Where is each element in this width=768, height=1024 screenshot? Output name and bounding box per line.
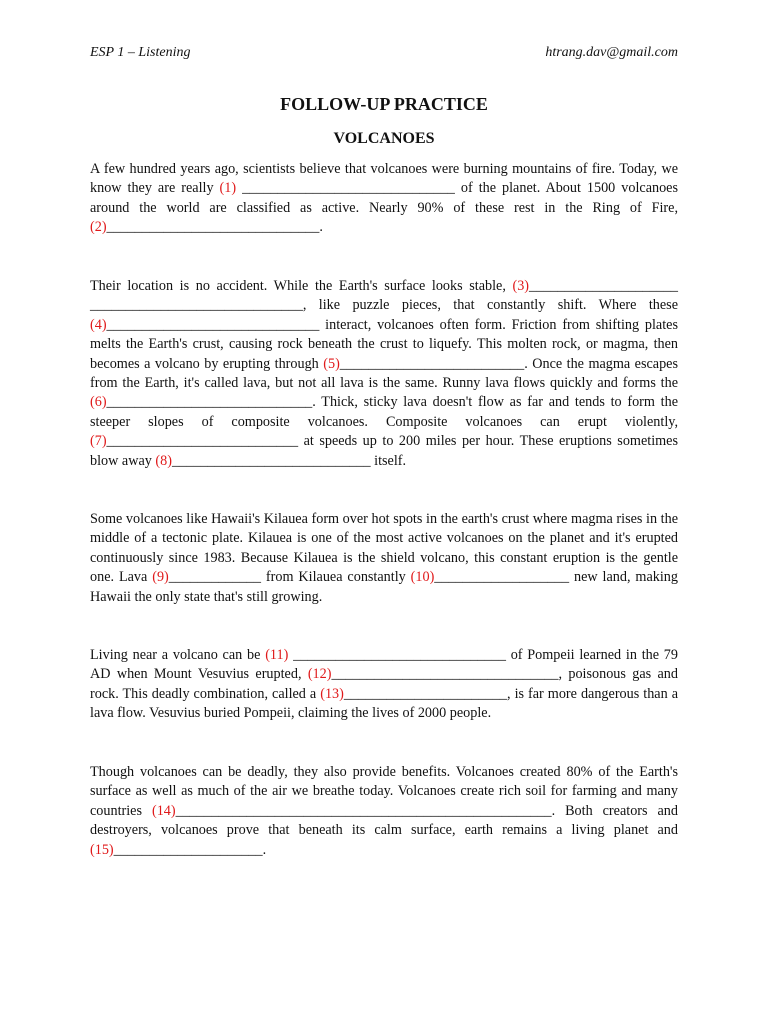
paragraph-text: __________________________. Once the magma escapes from the Earth, it's called lava, but not all lava is the same. Runny lava flows quickly and forms the [90, 355, 678, 392]
paragraph-text: _____________________ ______________________________, like puzzle pieces, that constantly shift. Where these [90, 278, 678, 314]
paragraph-text: A few hundred years ago, scientists believe that volcanoes were burning mountains of fire. Today, we know they are really [90, 161, 678, 197]
blank-number: (3) [512, 278, 530, 294]
paragraph-text: _______________________, is far more dangerous than a lava flow. Vesuvius buried Pompeii, claiming the lives of 2000 people. [90, 685, 678, 722]
blank-number: (15) [90, 841, 114, 858]
blank-number: (14) [151, 802, 176, 819]
paragraph-text: Though volcanoes can be deadly, they also provide benefits. Volcanoes created 80% of the Earth's surface as well as much of the air we breathe today. Volcanoes create rich soil for farming and many countries [90, 764, 678, 819]
paragraph-text: ______________________________ interact, volcanoes often form. Friction from shifting plates melts the Earth's crust, causing rock beneath the crust to liquefy. This molten rock, or magma, then becomes a volcano by erupting through [90, 316, 678, 372]
paragraph-text: ____________________________ itself. [171, 452, 407, 469]
paragraph-text: ______________________________. [106, 219, 323, 236]
paragraph-3 [90, 510, 678, 607]
blank-number: (2) [90, 219, 107, 236]
course-label: ESP 1 – Listening [90, 45, 191, 60]
paragraph-text: Living near a volcano can be [90, 647, 266, 663]
paragraph-text: _____________________. [113, 841, 267, 858]
paragraph-text: ___________________________ at speeds up to 200 miles per hour. These eruptions sometimes blow away [90, 433, 678, 469]
paragraph-text: ___________________ new land, making Hawaii the only state that's still growing. [90, 569, 678, 605]
page-subtitle: VOLCANOES [333, 130, 435, 147]
blank-number: (4) [90, 316, 107, 333]
paragraph-text: Some volcanoes like Hawaii's Kilauea form over hot spots in the earth's crust where magma rises in the middle of a tectonic plate. Kilauea is one of the most active volcanoes on the planet and it's erupted continuously since 1983. Because Kilauea is the shield volcano, this constant eruption is the gentle one. Lava [90, 511, 678, 586]
blank-number: (11) [265, 647, 289, 663]
blank-number: (1) [219, 180, 237, 197]
page-title: FOLLOW-UP PRACTICE [280, 94, 488, 114]
paragraph-text: _____________ from Kilauea constantly [168, 569, 411, 586]
blank-number: (6) [90, 394, 107, 411]
blank-number: (10) [410, 569, 435, 586]
paragraph-text: ________________________________, poisonous gas and rock. This deadly combination, called a [90, 666, 678, 702]
paragraph-text: _____________________________. Thick, sticky lava doesn't flow as far and tends to form the steeper slopes of composite volcanoes. Composite volcanoes can erupt violently, [90, 394, 678, 430]
paragraph-text: ______________________________ of the planet. About 1500 volcanoes around the world are classified as active. Nearly 90% of these rest in the Ring of Fire, [90, 180, 678, 216]
author-email: htrang.dav@gmail.com [545, 45, 678, 60]
paragraph-2 [90, 277, 678, 471]
paragraph-5 [90, 763, 678, 860]
blank-number: (8) [155, 452, 172, 469]
paragraph-text: Their location is no accident. While the Earth's surface looks stable, [90, 278, 513, 294]
paragraph-4 [90, 646, 678, 724]
blank-number: (7) [90, 433, 107, 450]
blank-number: (13) [320, 685, 344, 702]
paragraph-1 [90, 160, 678, 238]
paragraph-text: ______________________________ of Pompeii learned in the 79 AD when Mount Vesuvius erupted, [90, 647, 678, 683]
blank-number: (5) [323, 355, 340, 372]
blank-number: (9) [152, 569, 169, 586]
blank-number: (12) [307, 666, 332, 683]
paragraph-text: _____________________________________________________. Both creators and destroyers, volcanoes prove that beneath its calm surface, earth remains a living planet and [90, 802, 678, 839]
